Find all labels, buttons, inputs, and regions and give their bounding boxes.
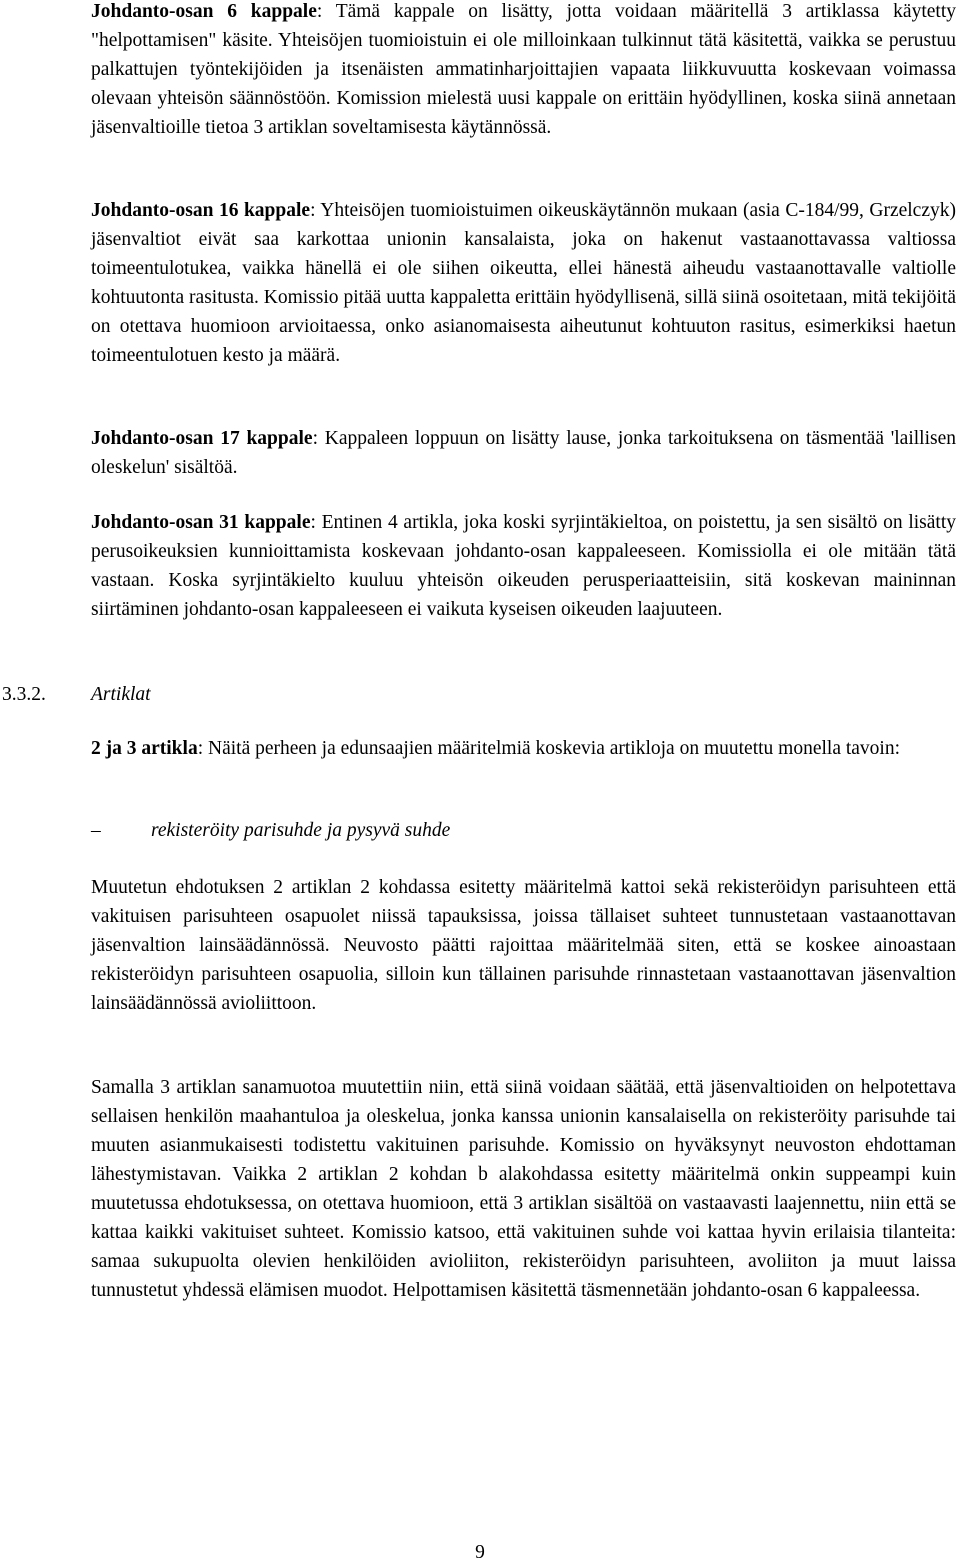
paragraph-articles-intro xyxy=(91,734,956,763)
paragraph-heading: Johdanto-osan 16 kappale xyxy=(91,200,311,221)
dash-list-item xyxy=(91,816,450,845)
page-number: 9 xyxy=(475,1542,485,1563)
paragraph-heading: Johdanto-osan 6 kappale xyxy=(91,1,317,22)
paragraph-text: : Tämä kappale on lisätty, jotta voidaan määritellä 3 artiklassa käytetty "helpottamisen" käsite. Yhteisöjen tuomioistuin ei ole milloinkaan tulkinnut tätä käsitettä, vaikka se perustuu palkattujen työntekijöiden ja itsenäisten ammatinharjoittajien vapaata liikkuvuutta koskevaan voimassa olevaan yhteisön säännöstöön. Komission mielestä uusi kappale on erittäin hyödyllinen, koska siinä annetaan jäsenvaltioille tietoa 3 artiklan soveltamisesta käytännössä. xyxy=(91,1,956,138)
paragraph-heading: Johdanto-osan 31 kappale xyxy=(91,512,311,533)
paragraph-recital-6 xyxy=(91,0,956,142)
paragraph-recital-16 xyxy=(91,196,956,370)
paragraph-text: : Näitä perheen ja edunsaajien määritelmiä koskevia artikloja on muutettu monella tavoin: xyxy=(197,738,901,759)
paragraph-body-1: Muutetun ehdotuksen 2 artiklan 2 kohdassa esitetty määritelmä kattoi sekä rekisteröidyn parisuhteen että vakituisen parisuhteen osapuolet niissä tapauksissa, joissa tällaiset suhteet tunnustetaan vastaanottavan jäsenvaltion lainsäädännössä. Neuvosto päätti rajoittaa määritelmää siten, että se koskee ainoastaan rekisteröidyn parisuhteen osapuolia, silloin kun tällainen parisuhde rinnastetaan vastaanottavan jäsenvaltion lainsäädännössä avioliittoon. xyxy=(91,877,956,1014)
paragraph-text: : Entinen 4 artikla, joka koski syrjintäkieltoa, on poistettu, ja sen sisältö on lisätty perusoikeuksien kunnioittamista koskevaan johdanto-osan kappaleeseen. Komissiolla ei ole mitään tätä vastaan. Koska syrjintäkielto kuuluu yhteisön oikeuden perusperiaatteisiin, sitä koskevan maininnan siirtäminen johdanto-osan kappaleeseen ei vaikuta kyseisen oikeuden laajuuteen. xyxy=(91,512,956,620)
paragraph-heading: Johdanto-osan 17 kappale xyxy=(91,428,313,449)
dash-bullet: – xyxy=(91,820,101,841)
paragraph-heading: 2 ja 3 artikla xyxy=(91,738,198,759)
paragraph-text: : Kappaleen loppuun on lisätty lause, jonka tarkoituksena on täsmentää 'laillisen oleskelun' sisältöä. xyxy=(91,428,956,478)
section-number: 3.3.2. xyxy=(2,684,46,705)
dash-item-text: rekisteröity parisuhde ja pysyvä suhde xyxy=(151,820,451,841)
paragraph-recital-17 xyxy=(91,424,956,482)
paragraph-recital-31 xyxy=(91,508,956,624)
section-title: Artiklat xyxy=(91,684,151,705)
paragraph-text: : Yhteisöjen tuomioistuimen oikeuskäytännön mukaan (asia C-184/99, Grzelczyk) jäsenvaltiot eivät saa karkottaa unionin kansalaista, joka on hakenut vastaanottavassa valtiossa toimeentulotukea, vaikka hänellä ei ole siihen oikeutta, ellei hänestä aiheudu vastaanottavalle valtiolle kohtuutonta rasitusta. Komissio pitää uutta kappaletta erittäin hyödyllisenä, sillä siinä osoitetaan, mitä tekijöitä on otettava huomioon arvioitaessa, onko asianomaisesta aiheutunut kohtuuton rasitus, esimerkiksi haetun toimeentulotuen kesto ja määrä. xyxy=(91,200,956,366)
paragraph-body-2: Samalla 3 artiklan sanamuotoa muutettiin niin, että siinä voidaan säätää, että jäsenvaltioiden on helpotettava sellaisen henkilön maahantuloa ja oleskelua, jonka kanssa unionin kansalaisella on rekisteröity parisuhde tai muuten asianmukaisesti todistettu vakituinen parisuhde. Komissio on hyväksynyt neuvoston ehdottaman lähestymistavan. Vaikka 2 artiklan 2 kohdan b alakohdassa esitetty määritelmä onkin suppeampi kuin muutetussa ehdotuksessa, on otettava huomioon, että 3 artiklan sisältöä on vastaavasti laajennettu, niin että se kattaa kaikki vakituiset suhteet. Komissio katsoo, että vakituinen suhde voi kattaa hyvin erilaisia tilanteita: samaa sukupuolta olevien henkilöiden avioliiton, rekisteröidyn parisuhteen, avoliiton ja muut laissa tunnustetut yhdessä elämisen muodot. Helpottamisen käsitettä täsmennetään johdanto-osan 6 kappaleessa. xyxy=(91,1077,956,1301)
